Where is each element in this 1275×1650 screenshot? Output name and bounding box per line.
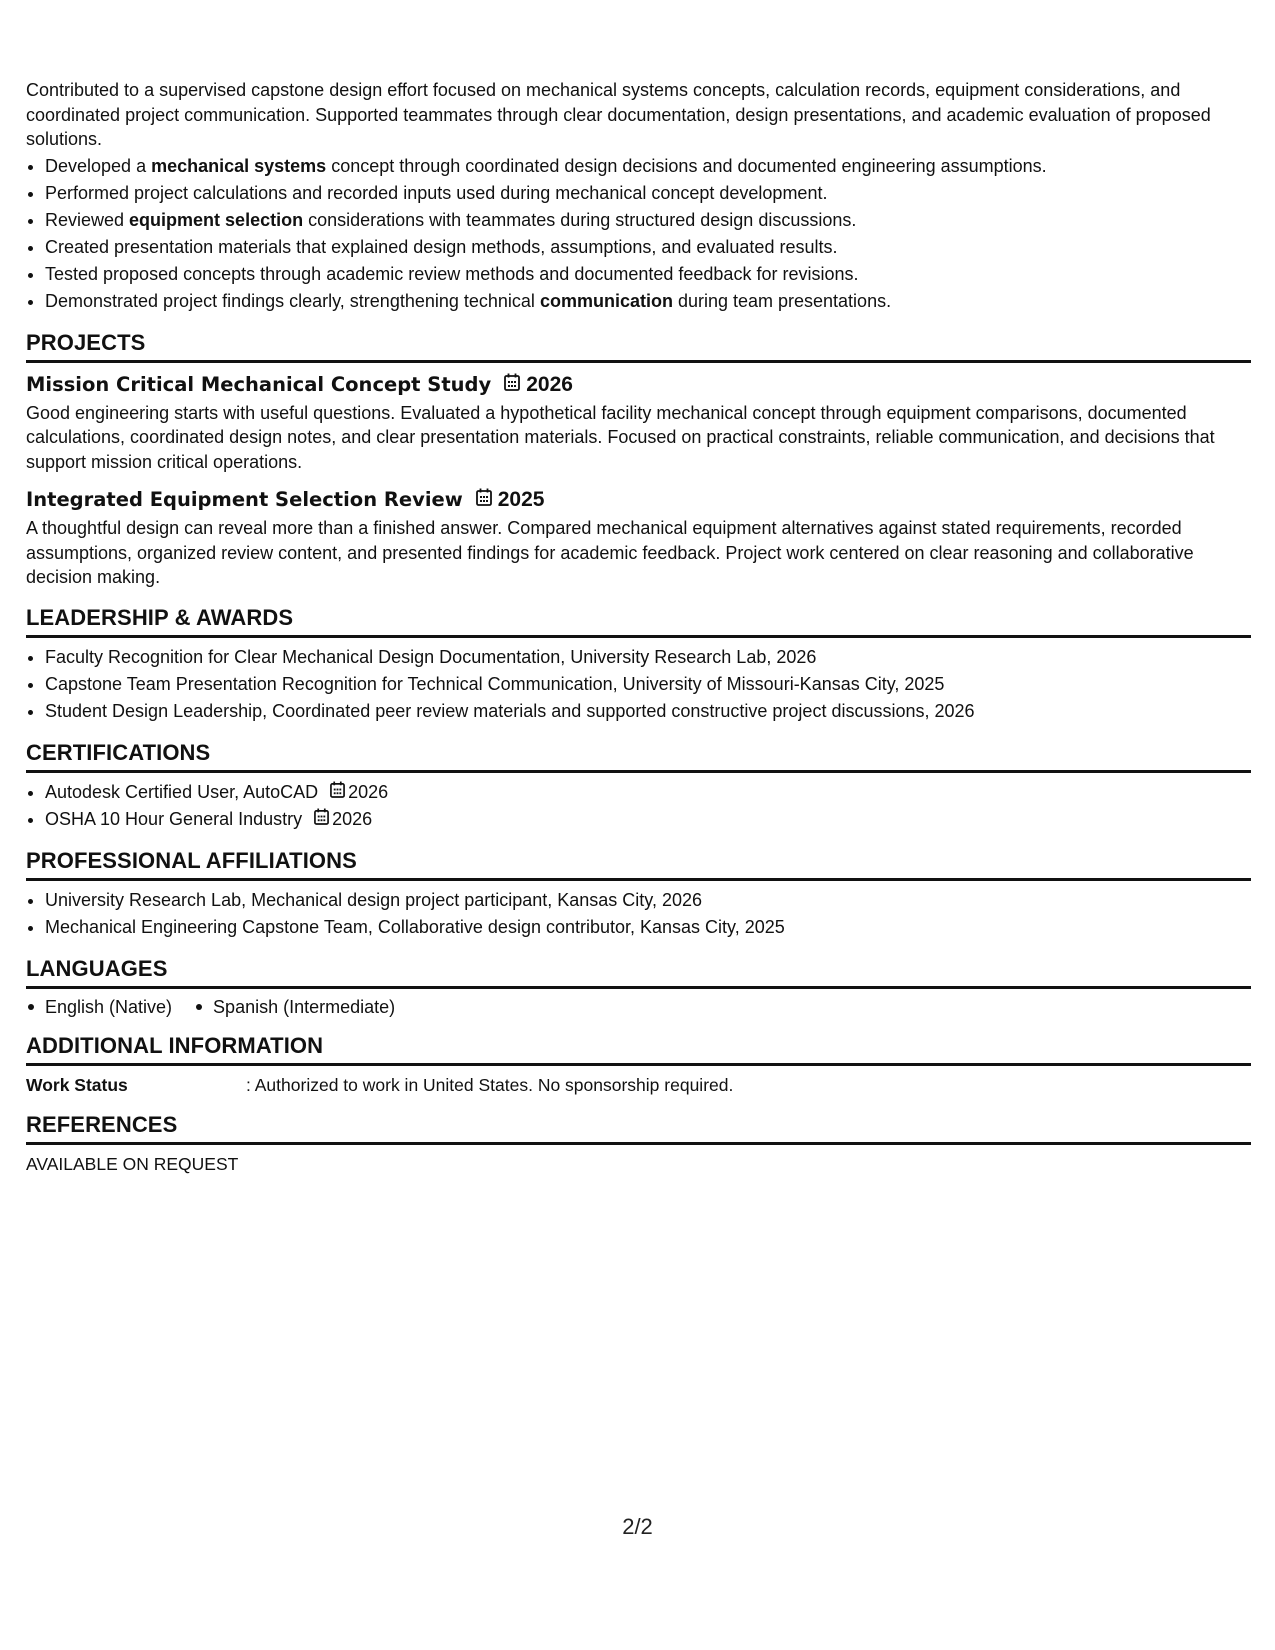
certification-year: 2026	[348, 781, 389, 802]
leadership-item: • Student Design Leadership, Coordinated peer review materials and supported constructive project discussions, 2026	[45, 698, 1251, 725]
work-status-row	[26, 1073, 1251, 1097]
certification-year: 2026	[332, 808, 373, 829]
project-title-row	[26, 371, 1251, 399]
project-year: 2025	[497, 488, 545, 511]
experience-bullet: • Demonstrated project findings clearly, strengthening technical communication during team presentations.	[45, 288, 1251, 315]
resume-page-2	[26, 78, 1251, 1175]
languages-heading: LANGUAGES	[26, 956, 1251, 989]
affiliations-heading: PROFESSIONAL AFFILIATIONS	[26, 848, 1251, 881]
page-number: 2/2	[622, 1514, 653, 1539]
project-title: Mission Critical Mechanical Concept Study	[26, 372, 492, 396]
experience-bullet: • Tested proposed concepts through academic review methods and documented feedback for revisions.	[45, 261, 1251, 288]
calendar-icon	[504, 371, 520, 399]
experience-summary: Contributed to a supervised capstone design effort focused on mechanical systems concepts, calculation records, equipment considerations, and coordinated project communication. Supported teammates through clear documentation, design presentations, and academic evaluation of proposed solutions.	[26, 80, 1211, 149]
project-year: 2026	[526, 372, 573, 396]
project-description: Good engineering starts with useful questions. Evaluated a hypothetical facility mechanical concept through equipment comparisons, documented calculations, coordinated design notes, and clear presentation materials. Focused on practical constraints, reliable communication, and decisions that support mission critical operations.	[26, 402, 1215, 472]
language-item: English (Native)	[26, 997, 172, 1018]
affiliation-item: • Mechanical Engineering Capstone Team, Collaborative design contributor, Kansas City, 2025	[45, 914, 1251, 941]
projects-heading: PROJECTS	[26, 330, 1251, 363]
certification-name: • Autodesk Certified User, AutoCAD	[45, 781, 319, 802]
leadership-item: • Faculty Recognition for Clear Mechanical Design Documentation, University Research Lab, 2026	[45, 644, 1251, 671]
work-status-value: : Authorized to work in United States. No sponsorship required.	[246, 1074, 734, 1095]
leadership-list	[26, 644, 1251, 725]
calendar-icon	[330, 779, 345, 806]
calendar-icon	[476, 486, 492, 514]
project-title-row	[26, 486, 1251, 514]
experience-bullet: • Created presentation materials that explained design methods, assumptions, and evaluated results.	[45, 234, 1251, 261]
certifications-list	[26, 779, 1251, 833]
experience-bullet: • Performed project calculations and recorded inputs used during mechanical concept development.	[45, 180, 1251, 207]
affiliation-item: • University Research Lab, Mechanical design project participant, Kansas City, 2026	[45, 887, 1251, 914]
affiliations-list	[26, 887, 1251, 941]
additional-info-heading: ADDITIONAL INFORMATION	[26, 1033, 1251, 1066]
certification-item	[45, 779, 1251, 806]
languages-list	[26, 997, 1251, 1018]
experience-bullet-list	[26, 153, 1251, 315]
experience-bullet: • Reviewed equipment selection considerations with teammates during structured design discussions.	[45, 207, 1251, 234]
leadership-heading: LEADERSHIP & AWARDS	[26, 605, 1251, 638]
certification-item	[45, 806, 1251, 833]
calendar-icon	[314, 806, 329, 833]
project-title: Integrated Equipment Selection Review	[26, 488, 463, 511]
leadership-item: • Capstone Team Presentation Recognition for Technical Communication, University of Missouri-Kansas City, 2025	[45, 671, 1251, 698]
language-item: Spanish (Intermediate)	[194, 997, 395, 1018]
references-heading: REFERENCES	[26, 1112, 1251, 1145]
references-text: AVAILABLE ON REQUEST	[26, 1153, 239, 1174]
experience-bullet: • Developed a mechanical systems concept through coordinated design decisions and documented engineering assumptions.	[45, 153, 1251, 180]
work-status-label: Work Status	[26, 1074, 128, 1095]
certification-name: • OSHA 10 Hour General Industry	[45, 808, 303, 829]
certifications-heading: CERTIFICATIONS	[26, 740, 1251, 773]
project-description: A thoughtful design can reveal more than a finished answer. Compared mechanical equipment alternatives against stated requirements, recorded assumptions, organized review content, and presented findings for academic feedback. Project work centered on clear reasoning and collaborative decision making.	[26, 518, 1194, 587]
